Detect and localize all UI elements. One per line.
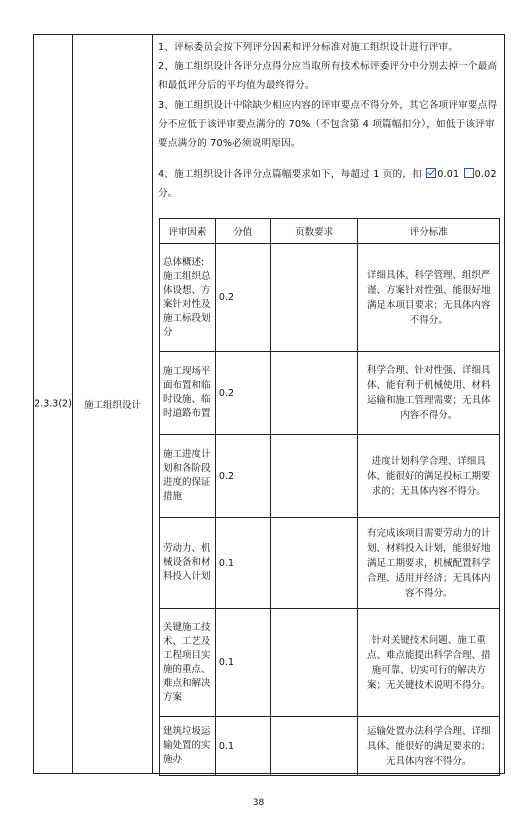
paragraph-1: 1、评标委员会按下列评分因素和评分标准对施工组织设计进行评审。 <box>158 42 459 53</box>
row-score: 0.2 <box>215 244 270 352</box>
row-factor: 建筑垃圾运输处置的实施办 <box>160 717 216 776</box>
row-pages[interactable] <box>270 717 358 776</box>
table-row <box>160 717 500 776</box>
row-factor: 施工进度计划和各阶段进度的保证措施 <box>160 435 216 518</box>
section-table <box>33 34 505 774</box>
table-row <box>160 244 500 352</box>
row-score: 0.2 <box>215 352 270 435</box>
row-criteria: 运输处置办法科学合理、详细具体、能很好的满足要求的；无具体内容不得分。 <box>358 717 500 776</box>
section-content <box>153 35 504 773</box>
row-pages[interactable] <box>270 244 358 352</box>
table-row <box>160 352 500 435</box>
table-row <box>160 609 500 717</box>
header-score: 分值 <box>215 219 270 244</box>
row-pages[interactable] <box>270 518 358 609</box>
paragraph-2: 2、施工组织设计各评分点得分应当取所有技术标评委评分中分别去掉一个最高和最低评分后的平均值为最终得分。 <box>158 61 498 91</box>
row-factor: 总体概述:施工组织总体设想、方案针对性及施工标段划分 <box>160 244 216 352</box>
table-row <box>160 518 500 609</box>
row-score: 0.2 <box>215 435 270 518</box>
row-score: 0.1 <box>215 717 270 776</box>
option-1-label: 0.01 <box>437 169 460 180</box>
option-checkbox-unchecked-icon[interactable] <box>464 168 474 178</box>
option-2-label: 0.02 分。 <box>158 169 497 199</box>
section-name-cell <box>73 35 153 773</box>
page-number: 38 <box>252 798 265 808</box>
row-score: 0.1 <box>215 609 270 717</box>
scoring-table-header <box>160 219 500 244</box>
row-factor: 施工现场平面布置和临时设施、临时道路布置 <box>160 352 216 435</box>
paragraph-3: 3、施工组织设计中除缺少相应内容的评审要点不得分外，其它各项评审要点得分不应低于该评审要点满分的 70%（不包含第 4 项篇幅扣分），如低于该评审要点满分的 70%必须说明原因。 <box>158 100 498 149</box>
row-criteria: 详细具体、科学管理、组织严谨、方案针对性强、能很好地满足本项目要求；无具体内容不得分。 <box>358 244 500 352</box>
row-pages[interactable] <box>270 609 358 717</box>
row-pages[interactable] <box>270 435 358 518</box>
header-factor: 评审因素 <box>160 219 216 244</box>
row-factor: 劳动力、机械设备和材料投入计划 <box>160 518 216 609</box>
row-factor: 关键施工技术、工艺及工程项目实施的重点、难点和解决方案 <box>160 609 216 717</box>
row-criteria: 有完成该项目需要劳动力的计划、材料投入计划，能很好地满足工期要求，机械配置科学合理、适用并经济；无具体内容不得分。 <box>358 518 500 609</box>
paragraph-4 <box>158 165 498 203</box>
section-name: 施工组织设计 <box>83 400 141 411</box>
table-row <box>160 435 500 518</box>
header-criteria: 评分标准 <box>358 219 500 244</box>
header-pages: 页数要求 <box>270 219 358 244</box>
row-criteria: 针对关键技术问题、施工重点、难点能提出科学合理、措施可靠、切实可行的解决方案；无关键技术说明不得分。 <box>358 609 500 717</box>
section-code-cell <box>34 35 73 773</box>
section-code: 2.3.3(2) <box>34 398 72 410</box>
paragraph-4-text: 4、施工组织设计各评分点篇幅要求如下，每超过 1 页的，扣 <box>158 169 426 180</box>
row-score: 0.1 <box>215 518 270 609</box>
row-pages[interactable] <box>270 352 358 435</box>
option-checkbox-checked-icon[interactable] <box>426 168 436 178</box>
row-criteria: 科学合理、针对性强、详细具体、能有利于机械使用、材料运输和施工管理需要；无具体内容不得分。 <box>358 352 500 435</box>
scoring-table <box>159 218 500 776</box>
row-criteria: 进度计划科学合理、详细具体、能很好的满足投标工期要求的；无具体内容不得分。 <box>358 435 500 518</box>
